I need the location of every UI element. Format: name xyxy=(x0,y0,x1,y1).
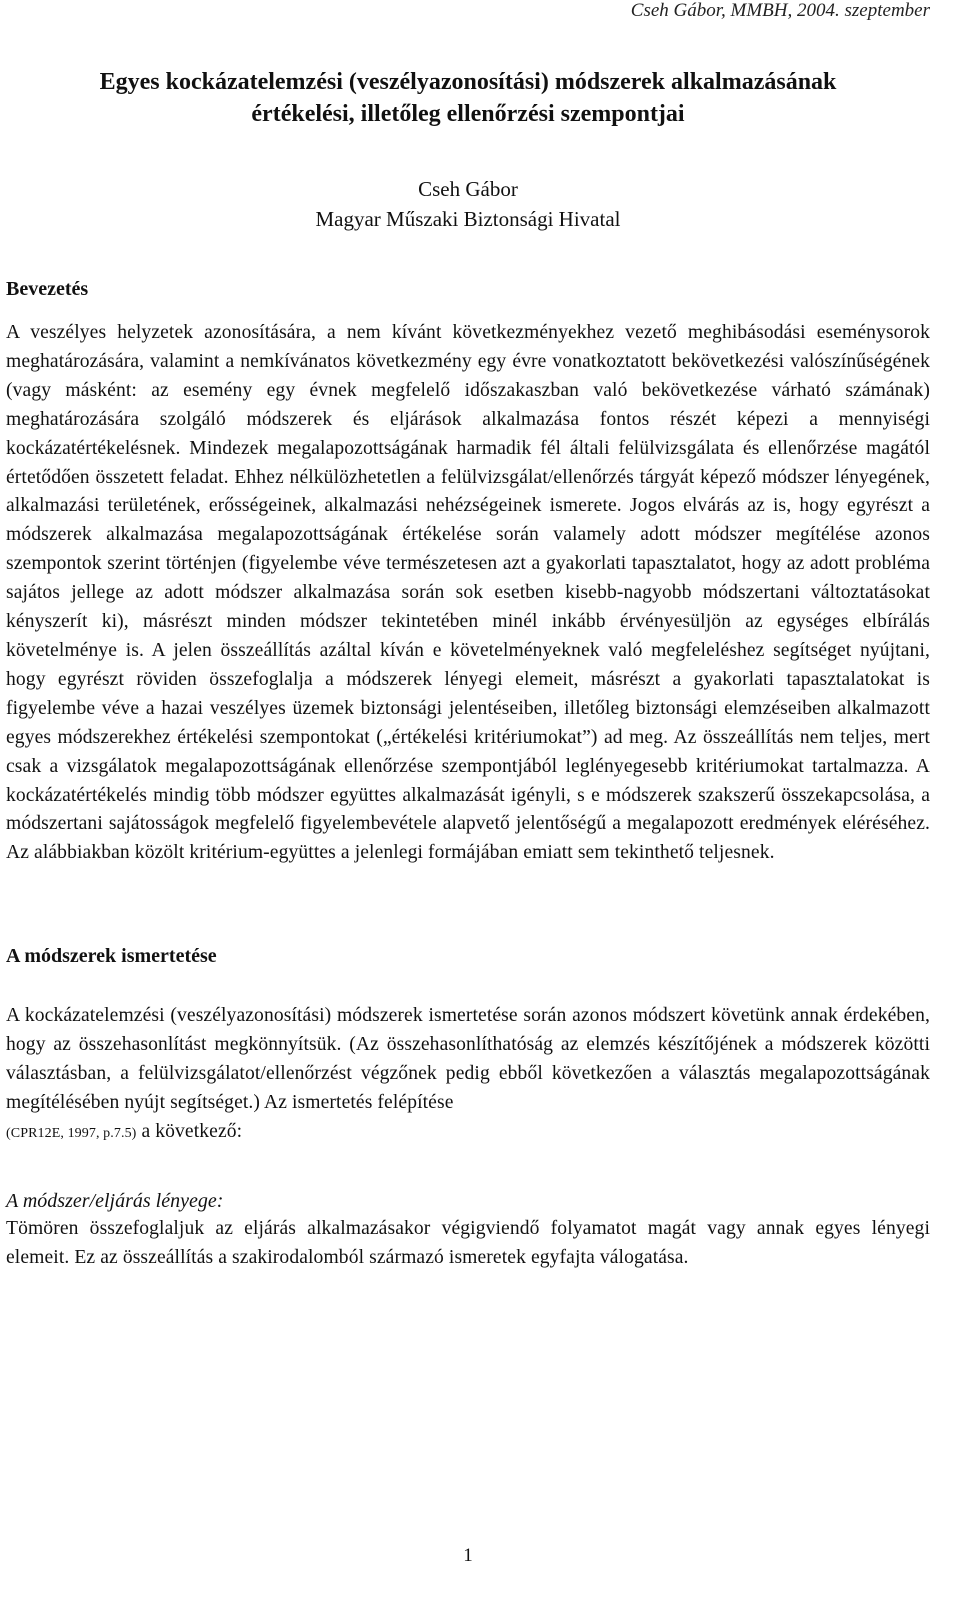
method-essence-paragraph: Tömören összefoglaljuk az eljárás alkalmazásakor végigviendő folyamatot magát vagy annak egyes lényegi elemeit. Ez az összeállítás a szakirodalomból származó ismeretek egyfajta válogatása. xyxy=(6,1217,930,1268)
author-organization: Magyar Műszaki Biztonsági Hivatal xyxy=(315,207,621,231)
author-name: Cseh Gábor xyxy=(418,177,518,201)
citation: (CPR12E, 1997, p.7.5) xyxy=(6,1125,137,1141)
header-note: Cseh Gábor, MMBH, 2004. szeptember xyxy=(630,0,930,21)
methods-paragraph-text: A kockázatelemzési (veszélyazonosítási) módszerek ismertetése során azonos módszert követünk annak érdekében, hogy az összehasonlítást megkönnyítsük. (Az összehasonlíthatóság az elemzés készítőjének a módszerek közötti választásban, a felülvizsgálatot/ellenőrzést végzőnek pedig ebből következően a választás megalapozottságának megítélésében nyújt segítséget.) Az ismertetés felépítése xyxy=(6,1005,930,1113)
title-line-2: értékelési, illetőleg ellenőrzési szempontjai xyxy=(251,101,685,127)
methods-paragraph xyxy=(6,1002,930,1149)
subheading-method-essence: A módszer/eljárás lényege: xyxy=(6,1189,224,1212)
introduction-paragraph: A veszélyes helyzetek azonosítására, a nem kívánt következményekhez vezető meghibásodási eseménysorok meghatározására, valamint a nemkívánatos következmény egy évre vonatkoztatott bekövetkezési valószínűségének (vagy másként: az esemény egy évnek megfelelő időszakaszban való bekövetkezése várható számának) meghatározására szolgáló módszerek és eljárások alkalmazása fontos részét képezi a mennyiségi kockázatértékelésnek. Mindezek megalapozottságának harmadik fél általi felülvizsgálata és ellenőrzése magától értetődően összetett feladat. Ehhez nélkülözhetetlen a felülvizsgálat/ellenőrzés tárgyát képező módszer lényegének, alkalmazási területének, erősségeinek, alkalmazási nehézségeinek ismerete. Jogos elvárás az is, hogy egyrészt a módszerek alkalmazása megalapozottságának értékelése során valamely adott módszer megítélése azonos szempontok szerint történjen (figyelembe véve természetesen azt a gyakorlati tapasztalatot, hogy az adott probléma sajátos jellege az adott módszer alkalmazása során sok esetben kisebb-nagyobb módszertani változtatásokat kényszerít ki), másrészt minden módszer tekintetében minél inkább érvényesüljön az egységes elbírálás követelménye is. A jelen összeállítás azáltal kíván e követelményeknek való megfeleléshez segítséget nyújtani, hogy egyrészt röviden összefoglalja a módszerek lényegi elemeit, másrészt a gyakorlati tapasztalatokat is figyelembe véve a hazai veszélyes üzemek biztonsági jelentéseiben, illetőleg biztonsági elemzéseiben alkalmazott egyes módszerekhez értékelési szempontokat („értékelési kritériumokat”) ad meg. Az összeállítás nem teljes, mert csak a vizsgálatok megalapozottságának ellenőrzése szempontjából leglényegesebb kritériumokat tartalmazza. A kockázatértékelés mindig több módszer együttes alkalmazását igényli, s e módszerek szakszerű összekapcsolása, a módszertani sajátosságok megfelelő figyelembevétele alapvető jelentőségű a megalapozott eredmények eléréséhez. Az alábbiakban közölt kritérium-együttes a jelenlegi formájában emiatt sem tekinthető teljesnek. xyxy=(6,322,930,864)
document-title xyxy=(6,66,930,130)
author-block xyxy=(6,174,930,234)
section-heading-introduction: Bevezetés xyxy=(6,278,89,300)
document-page xyxy=(6,0,930,1273)
page-number: 1 xyxy=(463,1545,473,1566)
section-heading-methods: A módszerek ismertetése xyxy=(6,945,217,968)
title-line-1: Egyes kockázatelemzési (veszélyazonosítási) módszerek alkalmazásának xyxy=(99,69,837,95)
methods-paragraph-end: a következő: xyxy=(136,1120,243,1142)
